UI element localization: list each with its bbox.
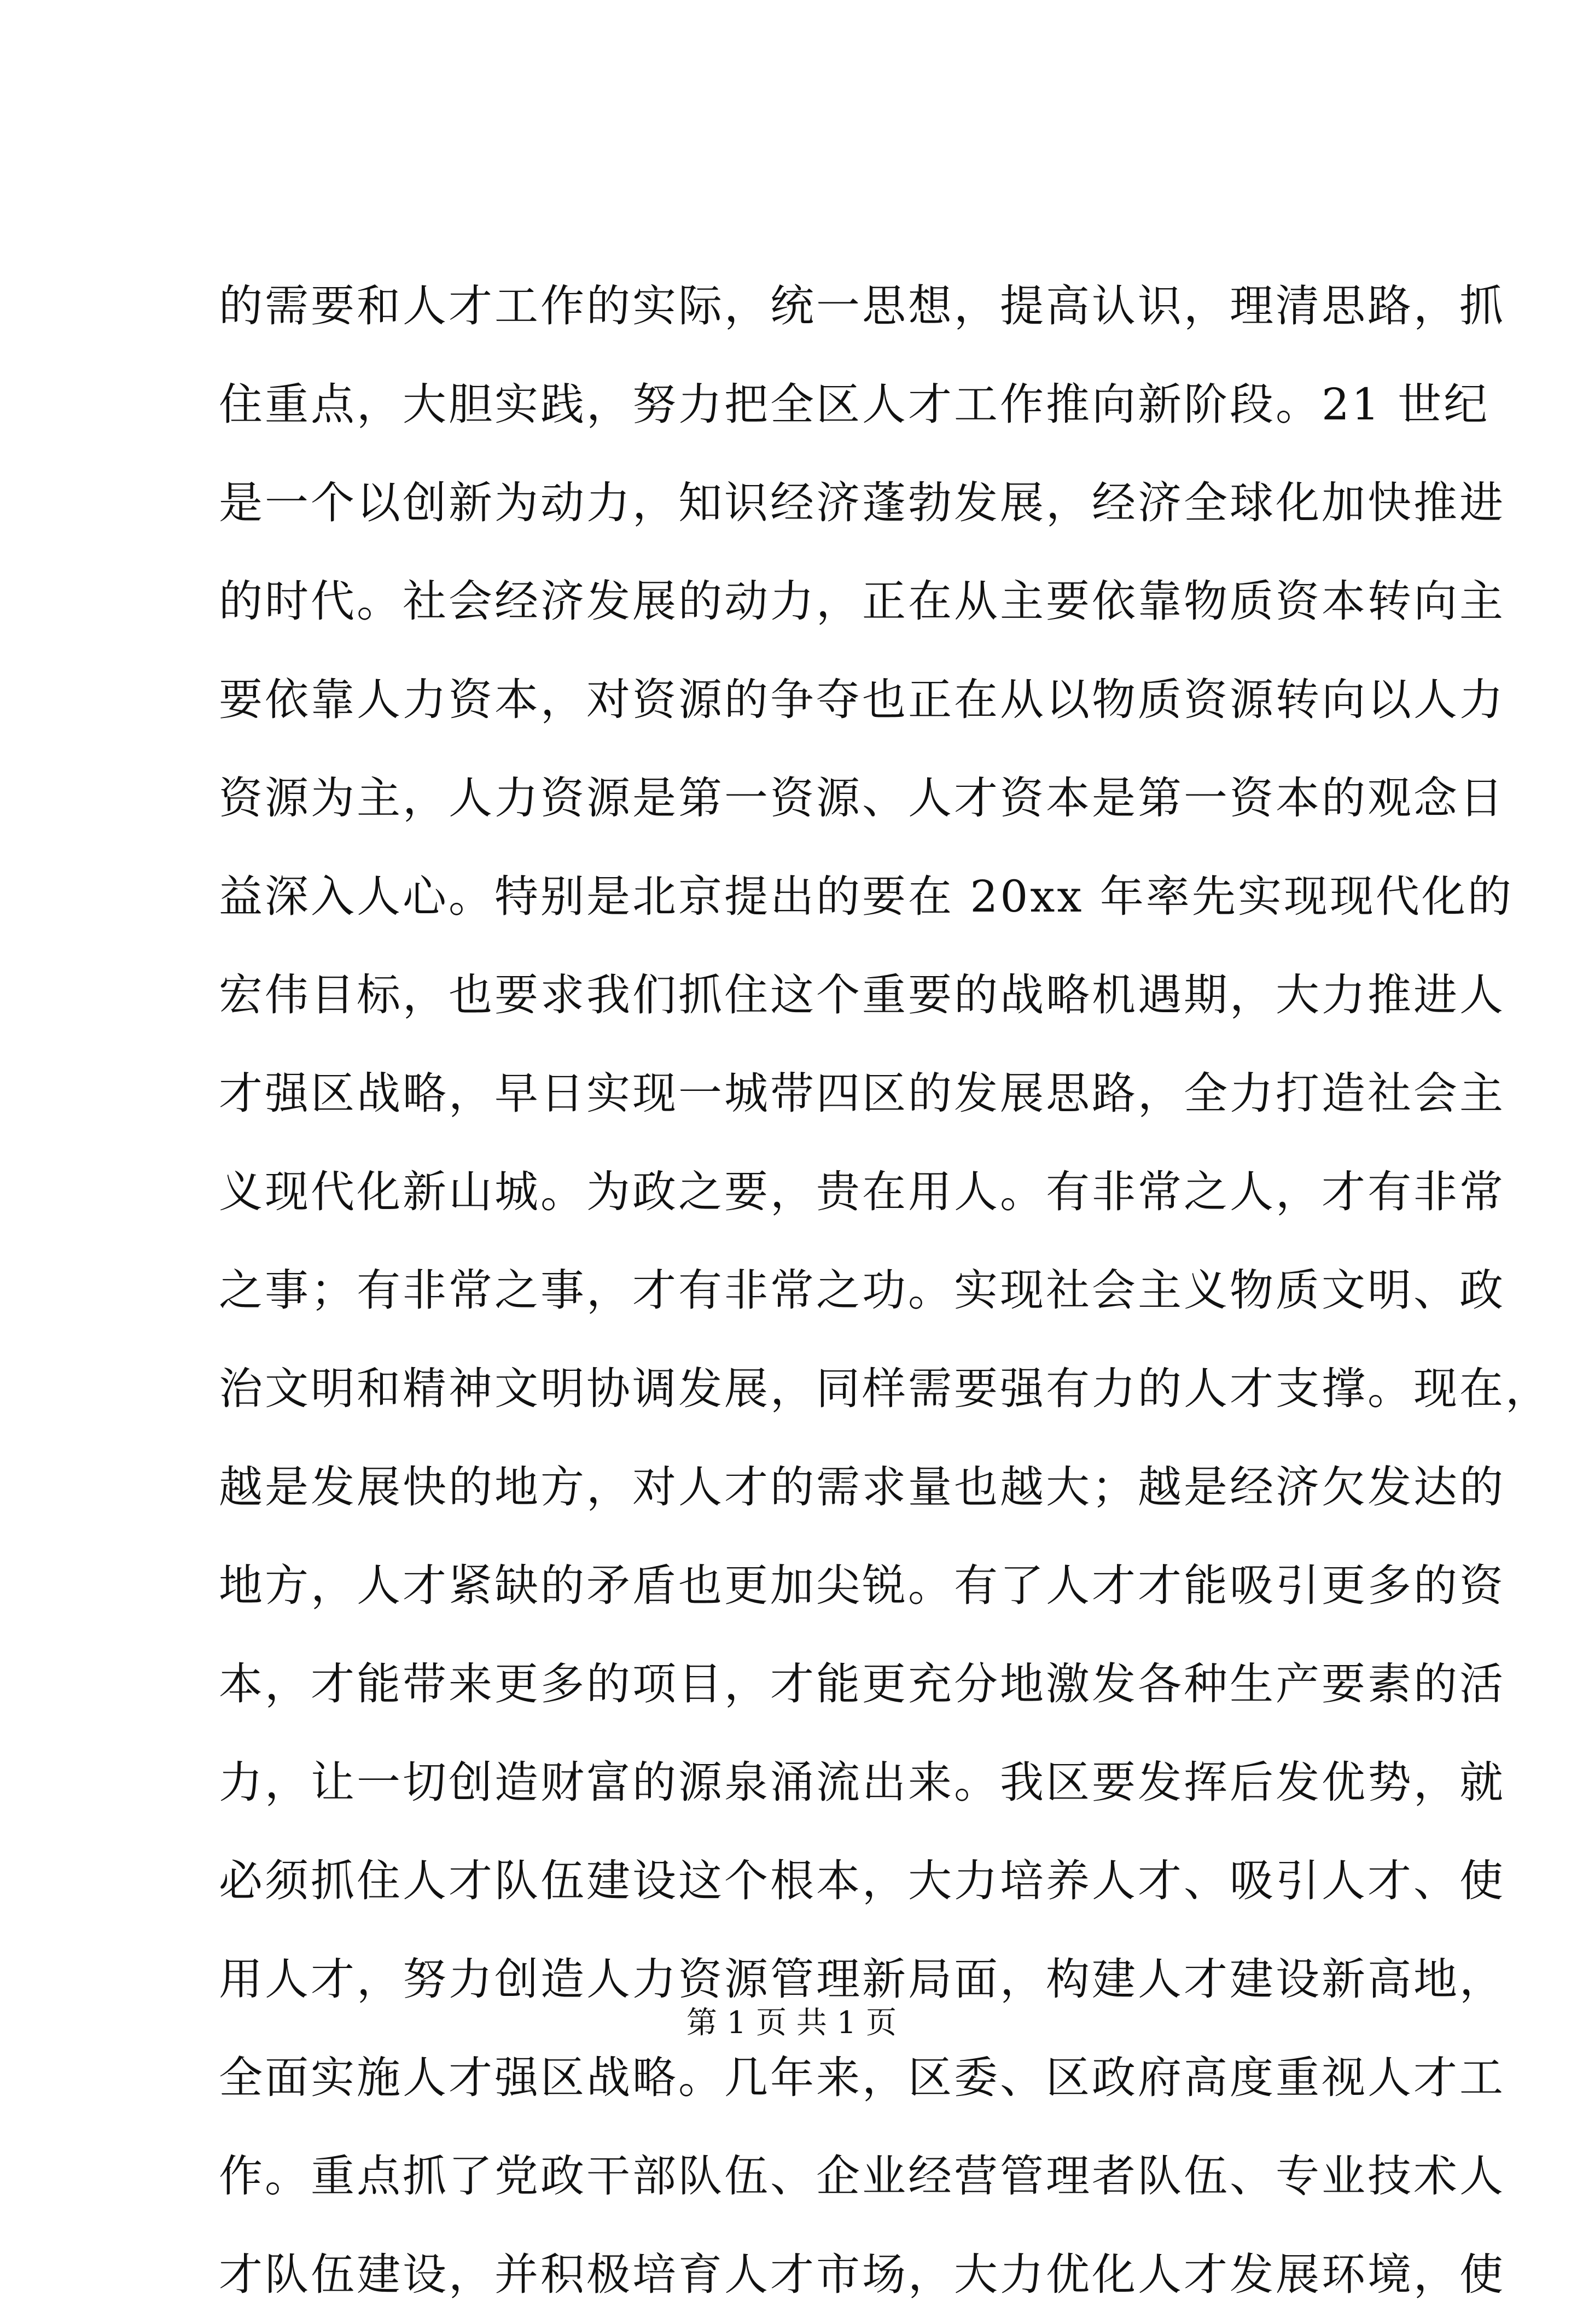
text-line: 力，让一切创造财富的源泉涌流出来。我区要发挥后发优势，就 (219, 1757, 1505, 1808)
text-line: 作。重点抓了党政干部队伍、企业经营管理者队伍、专业技术人 (219, 2151, 1505, 2202)
text-line: 越是发展快的地方，对人才的需求量也越大；越是经济欠发达的 (219, 1462, 1505, 1513)
text-line: 的时代。社会经济发展的动力，正在从主要依靠物质资本转向主 (219, 576, 1505, 627)
text-line: 宏伟目标，也要求我们抓住这个重要的战略机遇期，大力推进人 (219, 970, 1505, 1020)
page-number-label: 第 1 页 共 1 页 (686, 2005, 897, 2041)
text-line: 必须抓住人才队伍建设这个根本，大力培养人才、吸引人才、使 (219, 1855, 1505, 1906)
text-line: 全面实施人才强区战略。几年来，区委、区政府高度重视人才工 (219, 2052, 1505, 2103)
text-line: 益深入人心。特别是北京提出的要在 20xx 年率先实现现代化的 (219, 871, 1514, 922)
text-line: 才队伍建设，并积极培育人才市场，大力优化人才发展环境，使 (219, 2249, 1505, 2300)
text-line: 用人才，努力创造人力资源管理新局面，构建人才建设新高地， (219, 1954, 1505, 2005)
text-line: 的需要和人才工作的实际，统一思想，提高认识，理清思路，抓 (219, 281, 1505, 331)
text-line: 地方，人才紧缺的矛盾也更加尖锐。有了人才才能吸引更多的资 (219, 1560, 1505, 1611)
text-line: 之事；有非常之事，才有非常之功。实现社会主义物质文明、政 (219, 1265, 1505, 1316)
text-line: 治文明和精神文明协调发展，同样需要强有力的人才支撑。现在， (219, 1363, 1551, 1414)
text-line: 才强区战略，早日实现一城带四区的发展思路，全力打造社会主 (219, 1068, 1505, 1119)
page-footer (0, 2001, 1583, 2045)
text-line: 本，才能带来更多的项目，才能更充分地激发各种生产要素的活 (219, 1659, 1505, 1709)
text-line: 是一个以创新为动力，知识经济蓬勃发展，经济全球化加快推进 (219, 477, 1505, 528)
text-line: 义现代化新山城。为政之要，贵在用人。有非常之人，才有非常 (219, 1166, 1505, 1217)
text-line: 住重点，大胆实践，努力把全区人才工作推向新阶段。21 世纪 (219, 379, 1490, 430)
text-line: 资源为主，人力资源是第一资源、人才资本是第一资本的观念日 (219, 773, 1505, 824)
text-line: 要依靠人力资本，对资源的争夺也正在从以物质资源转向以人力 (219, 674, 1505, 725)
